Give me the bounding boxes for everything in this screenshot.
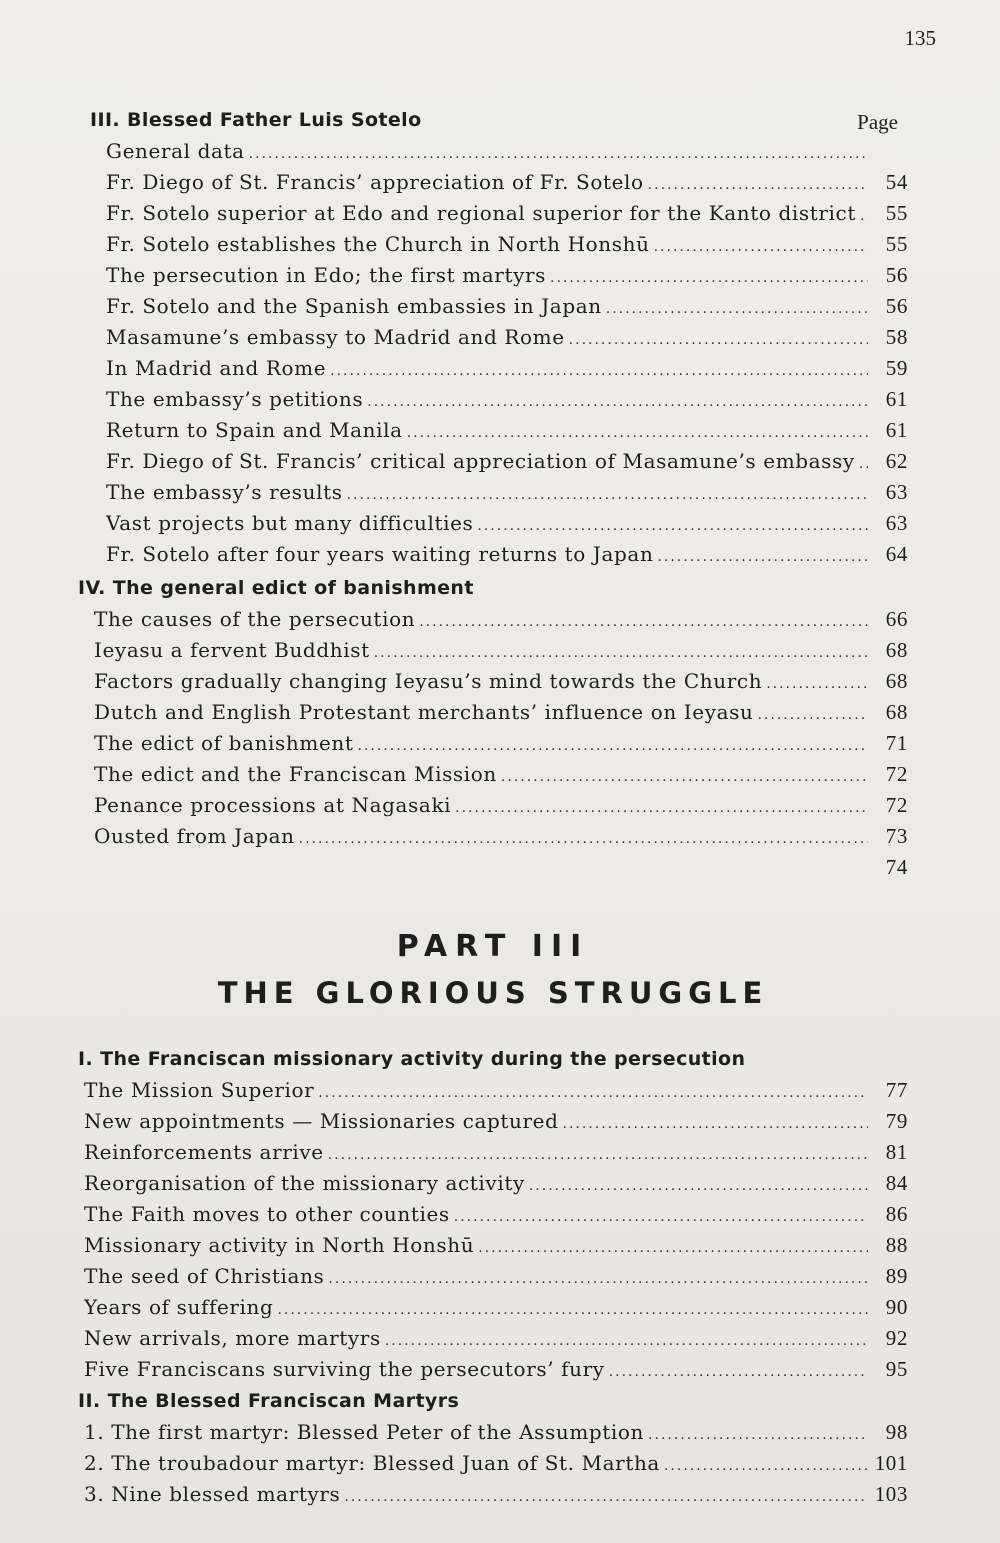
toc-entry [84, 1199, 908, 1230]
toc-entry [106, 229, 908, 260]
entry-title: Masamune’s embassy to Madrid and Rome [106, 325, 565, 349]
entry-title: Reorganisation of the missionary activity [84, 1171, 525, 1195]
entry-page: 90 [885, 1295, 908, 1319]
entry-title: The edict and the Franciscan Mission [94, 762, 497, 786]
toc-entry [94, 604, 908, 635]
toc-entry [84, 1261, 908, 1292]
toc-entry [106, 446, 908, 477]
toc-entry [106, 353, 908, 384]
entry-title: Factors gradually changing Ieyasu’s mind towards the Church [94, 669, 763, 693]
table-of-contents [78, 104, 908, 1510]
dot-leader [277, 1295, 868, 1326]
entry-title: The persecution in Edo; the first martyrs [106, 263, 547, 287]
entry-title: The Faith moves to other counties [84, 1202, 450, 1226]
toc-entry [94, 790, 908, 821]
toc-entry-trailing [94, 852, 908, 883]
entry-title: The Mission Superior [84, 1078, 315, 1102]
dot-leader [648, 170, 868, 201]
dot-leader [330, 356, 868, 387]
toc-entry [106, 508, 908, 539]
section-heading-iii: III. Blessed Father Luis Sotelo [90, 109, 422, 131]
entry-page: 79 [885, 1109, 908, 1133]
section-i-entries [78, 1075, 908, 1385]
entry-title: The causes of the persecution [94, 607, 416, 631]
toc-entry [84, 1323, 908, 1354]
dot-leader [318, 1078, 868, 1109]
entry-page: 72 [885, 793, 908, 817]
dot-leader [385, 1326, 868, 1357]
part-title: THE GLORIOUS STRUGGLE [217, 976, 769, 1010]
entry-title: Ousted from Japan [94, 824, 295, 848]
entry-page: 86 [885, 1202, 908, 1226]
entry-title: Reinforcements arrive [84, 1140, 324, 1164]
page-column-label: Page [857, 110, 898, 134]
entry-page: 63 [885, 511, 908, 535]
dot-leader [344, 1482, 868, 1513]
entry-title: New arrivals, more martyrs [84, 1326, 381, 1350]
entry-page: 68 [885, 638, 908, 662]
dot-leader [367, 387, 868, 418]
entry-title: The edict of banishment [94, 731, 354, 755]
entry-title: Fr. Sotelo after four years waiting returns to Japan [106, 542, 654, 566]
dot-leader [569, 325, 868, 356]
entry-page: 95 [885, 1357, 908, 1381]
toc-entry [94, 666, 908, 697]
toc-entry [106, 384, 908, 415]
entry-page: 68 [885, 700, 908, 724]
dot-leader [328, 1264, 868, 1295]
entry-page: 89 [885, 1264, 908, 1288]
section-iii-entries [78, 136, 908, 570]
dot-leader [478, 1233, 868, 1264]
entry-page: 63 [885, 480, 908, 504]
part-label: PART III [396, 929, 590, 964]
entry-title: Fr. Sotelo superior at Edo and regional superior for the Kanto district [106, 201, 856, 225]
dot-leader [249, 139, 868, 170]
entry-page: 103 [874, 1482, 908, 1506]
entry-title: Dutch and English Protestant merchants’ influence on Ieyasu [94, 700, 754, 724]
toc-entry [106, 198, 908, 229]
dot-leader [419, 607, 868, 638]
entry-page: 77 [885, 1078, 908, 1102]
dot-leader [606, 294, 868, 325]
dot-leader [654, 232, 868, 263]
toc-entry [106, 477, 908, 508]
dot-leader [860, 201, 868, 232]
entry-title: In Madrid and Rome [106, 356, 327, 380]
entry-title: 3. Nine blessed martyrs [84, 1482, 341, 1506]
entry-page: 84 [885, 1171, 908, 1195]
toc-entry [84, 1137, 908, 1168]
entry-page: 66 [885, 607, 908, 631]
entry-page: 61 [885, 387, 908, 411]
entry-page: 54 [885, 170, 908, 194]
toc-entry [84, 1417, 908, 1448]
entry-title: Vast projects but many difficulties [106, 511, 474, 535]
entry-title: The seed of Christians [84, 1264, 325, 1288]
toc-entry [94, 728, 908, 759]
dot-leader [529, 1171, 868, 1202]
entry-title: The embassy’s results [106, 480, 343, 504]
entry-title: 1. The first martyr: Blessed Peter of the Assumption [84, 1420, 645, 1444]
toc-entry [94, 697, 908, 728]
entry-page: 88 [885, 1233, 908, 1257]
toc-entry [84, 1168, 908, 1199]
entry-title: Penance processions at Nagasaki [94, 793, 452, 817]
entry-title: The embassy’s petitions [106, 387, 364, 411]
dot-leader [563, 1109, 869, 1140]
entry-page: 101 [874, 1451, 908, 1475]
part-heading [78, 925, 908, 1017]
page-number: 135 [904, 26, 936, 50]
toc-entry [84, 1230, 908, 1261]
entry-title: Missionary activity in North Honshū [84, 1233, 475, 1257]
section-iv-entries [78, 604, 908, 883]
entry-title: Fr. Diego of St. Francis’ critical appreciation of Masamune’s embassy [106, 449, 855, 473]
toc-entry [84, 1075, 908, 1106]
toc-entry [106, 136, 908, 167]
dot-leader [609, 1357, 868, 1388]
toc-entry [84, 1292, 908, 1323]
dot-leader [328, 1140, 868, 1171]
dot-leader [664, 1451, 868, 1482]
entry-page: 92 [885, 1326, 908, 1350]
entry-page: 98 [885, 1420, 908, 1444]
dot-leader [407, 418, 868, 449]
toc-entry [84, 1448, 908, 1479]
dot-leader [299, 824, 868, 855]
entry-page: 72 [885, 762, 908, 786]
toc-entry [106, 539, 908, 570]
entry-page: 61 [885, 418, 908, 442]
dot-leader [454, 1202, 868, 1233]
entry-page: 73 [885, 824, 908, 848]
entry-page: 59 [885, 356, 908, 380]
entry-title: Years of suffering [84, 1295, 274, 1319]
dot-leader [501, 762, 868, 793]
entry-title: Ieyasu a fervent Buddhist [94, 638, 370, 662]
dot-leader [859, 449, 868, 480]
entry-title: New appointments — Missionaries captured [84, 1109, 559, 1133]
entry-page: 55 [885, 201, 908, 225]
dot-leader [550, 263, 868, 294]
toc-entry [84, 1479, 908, 1510]
toc-entry [106, 322, 908, 353]
toc-entry [106, 260, 908, 291]
toc-entry [94, 821, 908, 852]
entry-page: 64 [885, 542, 908, 566]
toc-entry [84, 1354, 908, 1385]
entry-title: Return to Spain and Manila [106, 418, 403, 442]
entry-title: Fr. Sotelo establishes the Church in North Honshū [106, 232, 650, 256]
entry-page: 74 [885, 855, 908, 879]
section-ii-entries [78, 1417, 908, 1510]
toc-entry [94, 635, 908, 666]
entry-title: 2. The troubadour martyr: Blessed Juan of St. Martha [84, 1451, 660, 1475]
entry-title: Five Franciscans surviving the persecutors’ fury [84, 1357, 605, 1381]
dot-leader [657, 542, 868, 573]
entry-page: 81 [885, 1140, 908, 1164]
toc-entry [106, 291, 908, 322]
dot-leader [766, 669, 868, 700]
entry-page: 55 [885, 232, 908, 256]
toc-entry [84, 1106, 908, 1137]
entry-page: 58 [885, 325, 908, 349]
toc-entry [106, 415, 908, 446]
dot-leader [358, 731, 868, 762]
entry-page: 68 [885, 669, 908, 693]
dot-leader [757, 700, 868, 731]
entry-page: 56 [885, 263, 908, 287]
entry-title: General data [106, 139, 245, 163]
toc-entry [94, 759, 908, 790]
section-heading-ii: II. The Blessed Franciscan Martyrs [78, 1390, 460, 1412]
dot-leader [648, 1420, 868, 1451]
entry-title: Fr. Diego of St. Francis’ appreciation of Fr. Sotelo [106, 170, 644, 194]
entry-title: Fr. Sotelo and the Spanish embassies in Japan [106, 294, 602, 318]
toc-entry [106, 167, 908, 198]
section-heading-iv: IV. The general edict of banishment [78, 577, 474, 599]
entry-page: 56 [885, 294, 908, 318]
entry-page: 71 [885, 731, 908, 755]
dot-leader [477, 511, 868, 542]
dot-leader [347, 480, 868, 511]
section-heading-i: I. The Franciscan missionary activity during the persecution [78, 1048, 746, 1070]
dot-leader [455, 793, 868, 824]
dot-leader [374, 638, 868, 669]
entry-page: 62 [885, 449, 908, 473]
